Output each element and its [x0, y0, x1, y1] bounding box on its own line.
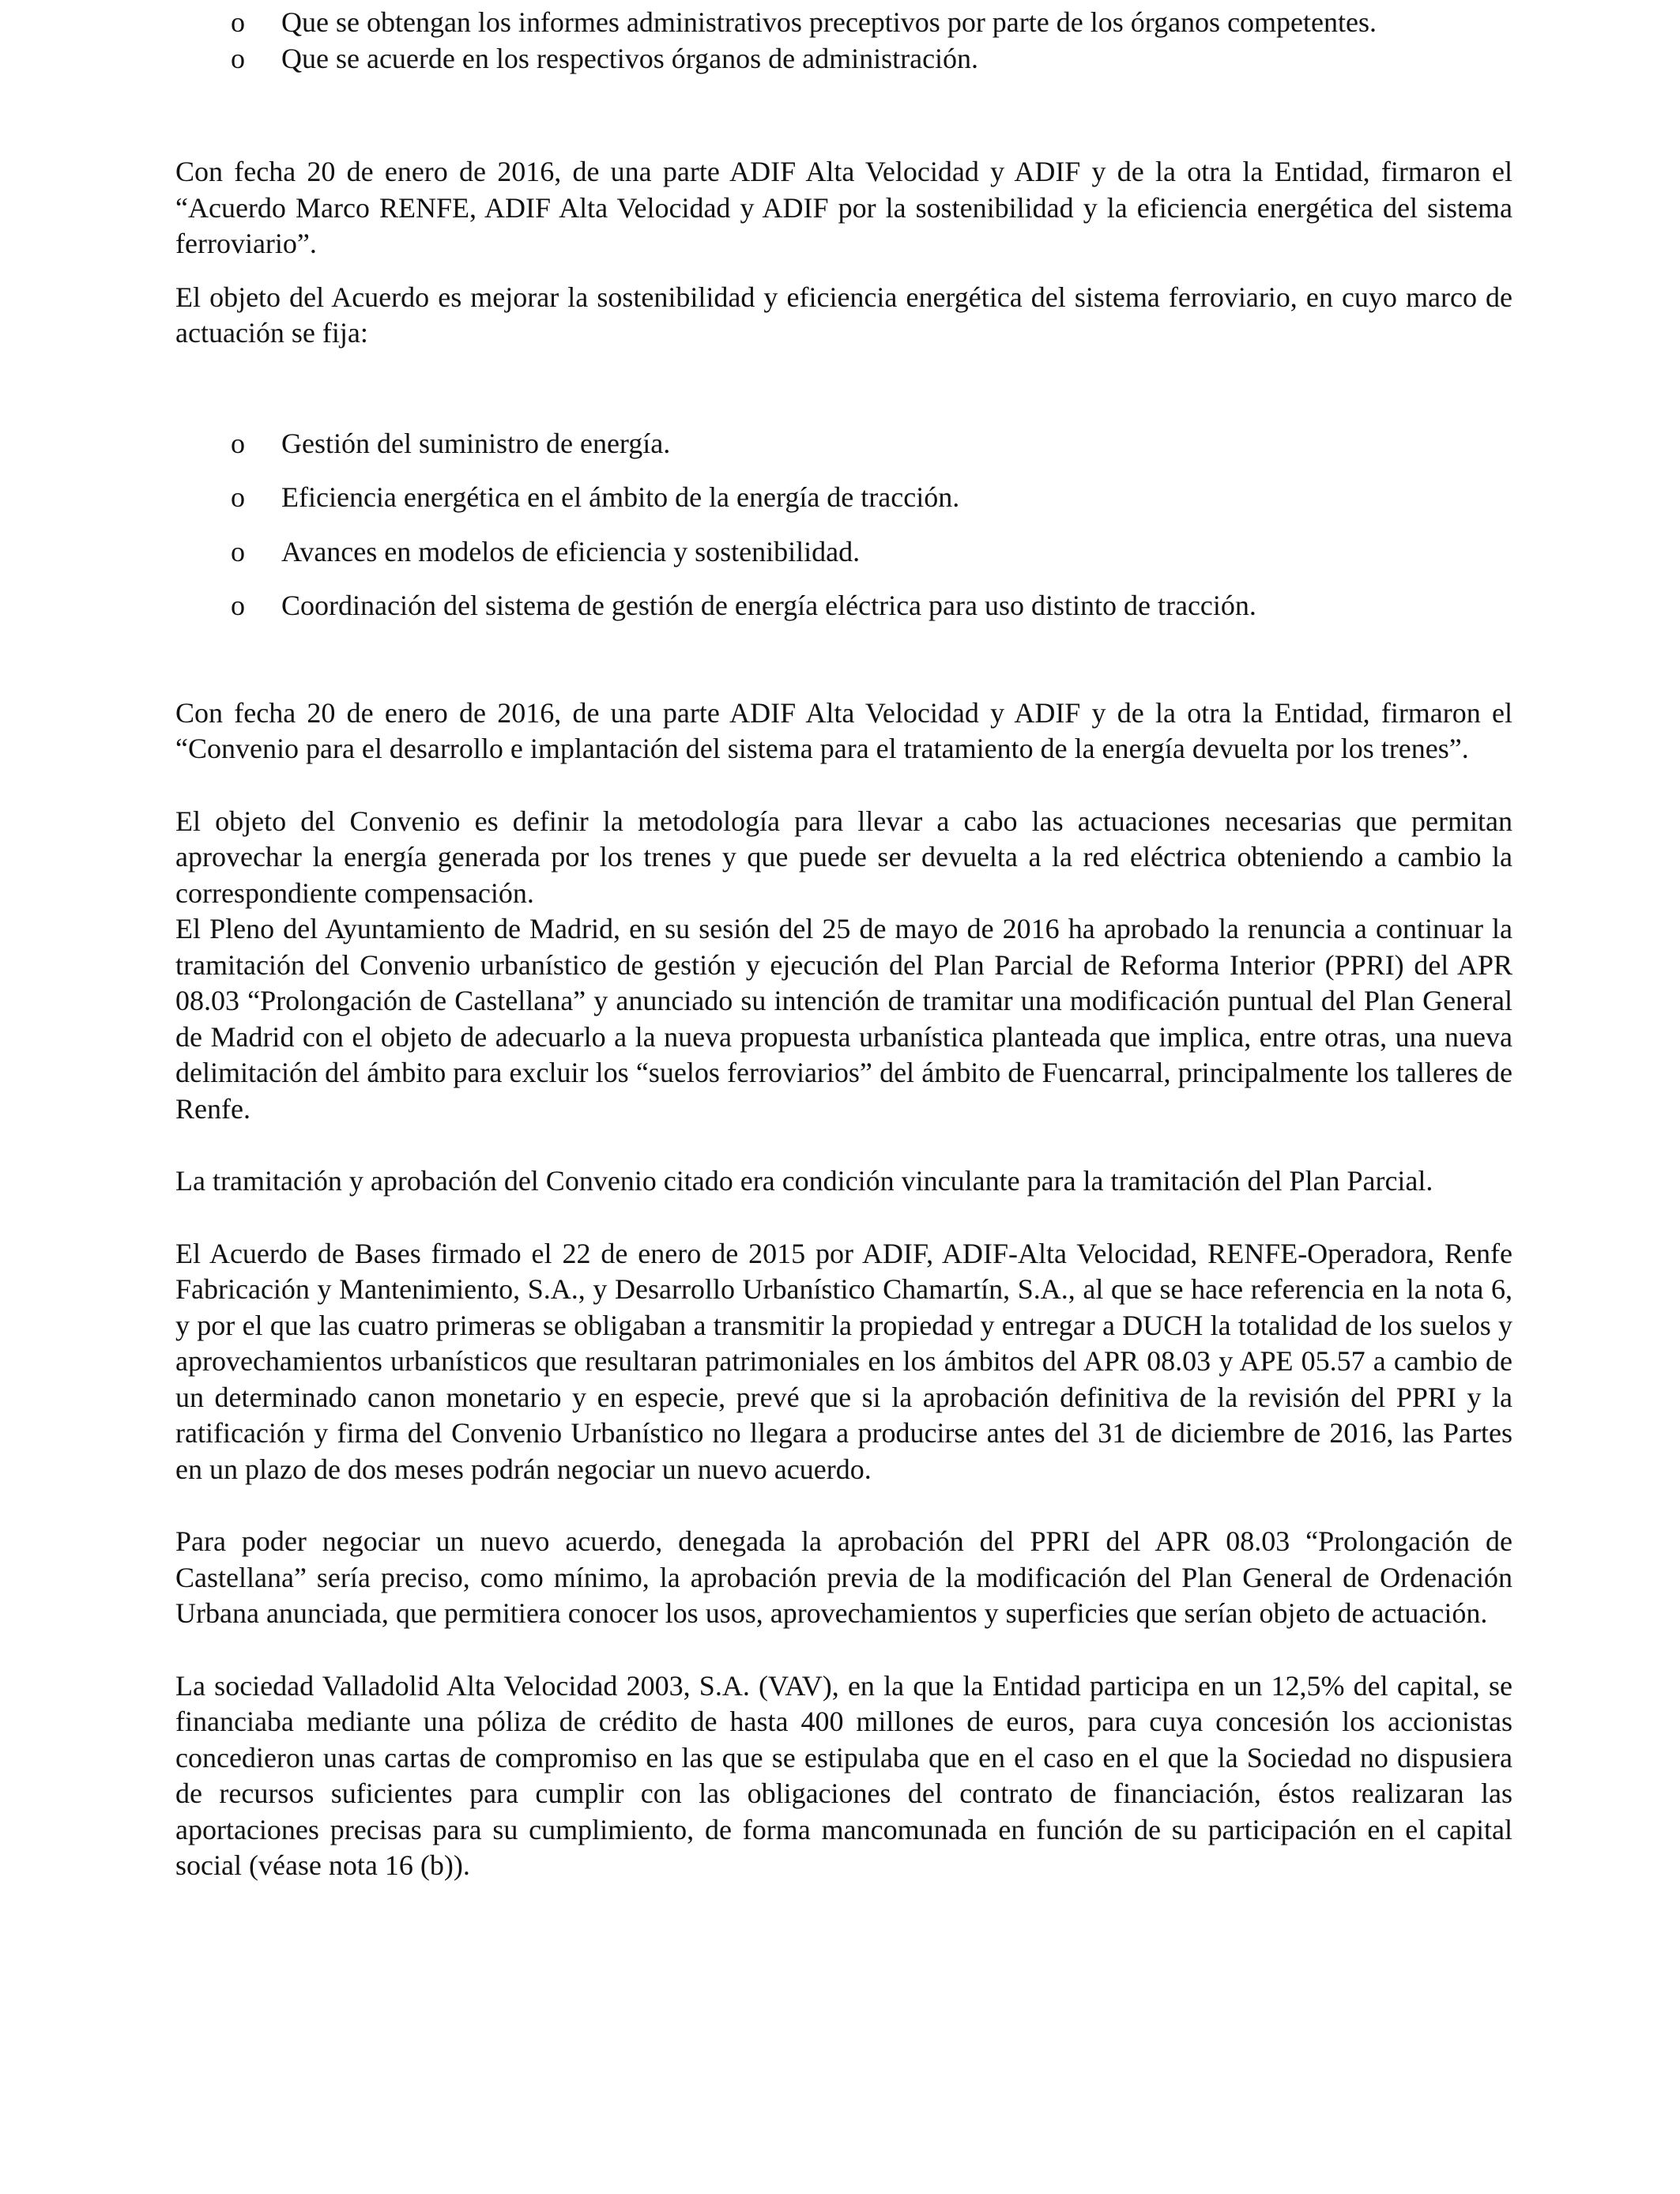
- list-item: [175, 588, 1512, 624]
- list-item: [175, 41, 1512, 77]
- list-item: [175, 534, 1512, 571]
- paragraph-objeto-convenio: El objeto del Convenio es definir la metodología para llevar a cabo las actuaciones necesarias que permitan aprovechar la energía generada por los trenes y que puede ser devuelta a la red eléctrica obteniendo a cambio la correspondiente compensación.: [175, 805, 1512, 909]
- paragraph-tramitacion-convenio: La tramitación y aprobación del Convenio citado era condición vinculante para la tramitación del Plan Parcial.: [175, 1165, 1433, 1197]
- paragraph-acuerdo-bases: El Acuerdo de Bases firmado el 22 de enero de 2015 por ADIF, ADIF-Alta Velocidad, RENFE-Operadora, Renfe Fabricación y Mantenimiento, S.A., y Desarrollo Urbanístico Chamartín, S.A., al que se hace referencia en la nota 6, y por el que las cuatro primeras se obligaban a transmitir la propiedad y entregar a DUCH la totalidad de los suelos y aprovechamientos urbanísticos que resultaran patrimoniales en los ámbitos del APR 08.03 y APE 05.57 a cambio de un determinado canon monetario y en especie, prevé que si la aprobación definitiva de la revisión del PPRI y la ratificación y firma del Convenio Urbanístico no llegara a producirse antes del 31 de diciembre de 2016, las Partes en un plazo de dos meses podrán negociar un nuevo acuerdo.: [175, 1237, 1512, 1485]
- list-item-text: Que se acuerde en los respectivos órganos de administración.: [281, 42, 979, 74]
- document-page: [175, 0, 1512, 1884]
- paragraph-valladolid-alta-velocidad: La sociedad Valladolid Alta Velocidad 2003, S.A. (VAV), en la que la Entidad participa en un 12,5% del capital, se financiaba mediante una póliza de crédito de hasta 400 millones de euros, para cuya concesión los accionistas concedieron unas cartas de compromiso en las que se estipulaba que en el caso en el que la Sociedad no dispusiera de recursos suficientes para cumplir con las obligaciones del contrato de financiación, éstos realizaran las aportaciones precisas para su cumplimiento, de forma mancomunada en función de su participación en el capital social (véase nota 16 (b)).: [175, 1669, 1512, 1881]
- bullet-marker: o: [231, 42, 245, 74]
- paragraph-acuerdo-marco: Con fecha 20 de enero de 2016, de una parte ADIF Alta Velocidad y ADIF y de la otra la Entidad, firmaron el “Acuerdo Marco RENFE, ADIF Alta Velocidad y ADIF por la sostenibilidad y la eficiencia energética del sistema ferroviario”.: [175, 156, 1512, 259]
- bullet-list-conditions: [175, 5, 1512, 77]
- list-item-text: Avances en modelos de eficiencia y sostenibilidad.: [281, 535, 861, 567]
- paragraph-pleno-ayuntamiento: El Pleno del Ayuntamiento de Madrid, en su sesión del 25 de mayo de 2016 ha aprobado la renuncia a continuar la tramitación del Convenio urbanístico de gestión y ejecución del Plan Parcial de Reforma Interior (PPRI) del APR 08.03 “Prolongación de Castellana” y anunciado su intención de tramitar una modificación puntual del Plan General de Madrid con el objeto de adecuarlo a la nueva propuesta urbanística planteada que implica, entre otras, una nueva delimitación del ámbito para excluir los “suelos ferroviarios” del ámbito de Fuencarral, principalmente los talleres de Renfe.: [175, 913, 1512, 1125]
- list-item-text: Coordinación del sistema de gestión de energía eléctrica para uso distinto de tracción.: [281, 590, 1256, 621]
- bullet-marker: o: [231, 535, 245, 567]
- list-item-text: Gestión del suministro de energía.: [281, 427, 671, 459]
- bullet-marker: o: [231, 590, 245, 621]
- paragraph-objeto-acuerdo: El objeto del Acuerdo es mejorar la sostenibilidad y eficiencia energética del sistema ferroviario, en cuyo marco de actuación se fija:: [175, 281, 1512, 349]
- list-item: [175, 426, 1512, 462]
- list-item-text: Eficiencia energética en el ámbito de la energía de tracción.: [281, 481, 960, 513]
- list-item: [175, 480, 1512, 516]
- list-item: [175, 5, 1512, 41]
- paragraph-nuevo-acuerdo: Para poder negociar un nuevo acuerdo, denegada la aprobación del PPRI del APR 08.03 “Prolongación de Castellana” sería preciso, como mínimo, la aprobación previa de la modificación del Plan General de Ordenación Urbana anunciada, que permitiera conocer los usos, aprovechamientos y superficies que serían objeto de actuación.: [175, 1525, 1512, 1629]
- bullet-marker: o: [231, 427, 245, 459]
- list-item-text: Que se obtengan los informes administrativos preceptivos por parte de los órganos competentes.: [281, 6, 1377, 38]
- bullet-list-actuaciones: [175, 426, 1512, 624]
- bullet-marker: o: [231, 481, 245, 513]
- paragraph-convenio-energia: Con fecha 20 de enero de 2016, de una parte ADIF Alta Velocidad y ADIF y de la otra la Entidad, firmaron el “Convenio para el desarrollo e implantación del sistema para el tratamiento de la energía devuelta por los trenes”.: [175, 696, 1512, 764]
- bullet-marker: o: [231, 6, 245, 38]
